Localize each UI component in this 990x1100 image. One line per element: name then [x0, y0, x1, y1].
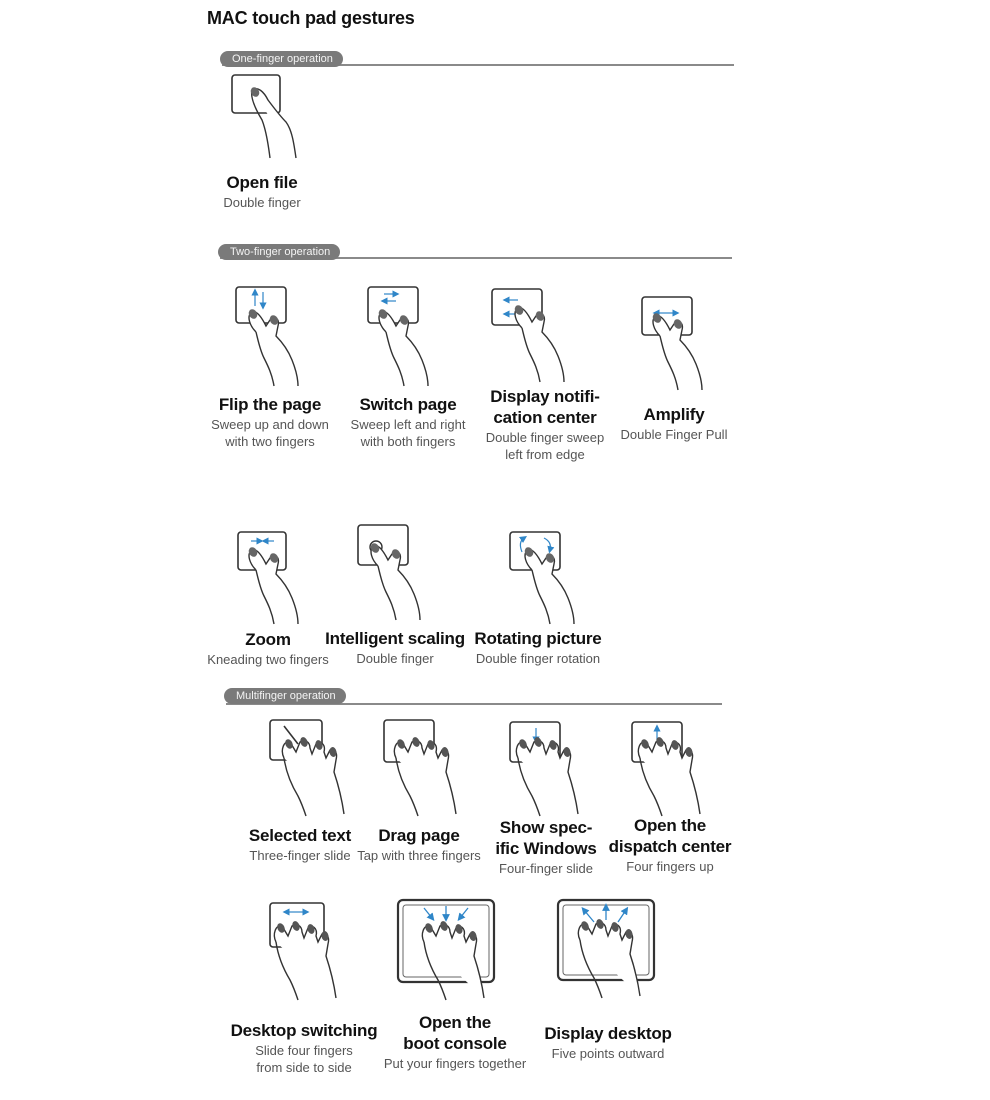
intelligent-scaling-illustration	[358, 525, 420, 620]
section-label-one-finger: One-finger operation	[220, 51, 343, 67]
flip-page-illustration	[236, 287, 298, 386]
rotating-picture-illustration	[510, 532, 574, 624]
display-desktop-illustration	[558, 900, 654, 998]
gesture-description: Sweep left and right with both fingers	[350, 417, 466, 449]
gesture-description: Sweep up and down with two fingers	[211, 417, 329, 449]
gesture-description: Put your fingers together	[383, 1056, 527, 1071]
gesture-description: Three-finger slide	[249, 848, 351, 863]
gesture-amplify	[584, 404, 764, 443]
gesture-description: Kneading two fingers	[207, 652, 329, 667]
drag-page-illustration	[384, 720, 456, 816]
amplify-illustration	[642, 297, 702, 390]
gesture-rotating-picture	[448, 628, 628, 667]
dispatch-center-illustration	[632, 722, 700, 816]
gesture-name: Open the boot console	[403, 1013, 507, 1053]
section-label-multifinger: Multifinger operation	[224, 688, 346, 704]
gesture-open-file	[172, 172, 352, 211]
zoom-illustration	[238, 532, 298, 624]
gesture-name: Selected text	[248, 826, 352, 845]
gesture-description: Double Finger Pull	[620, 427, 728, 442]
gesture-description: Slide four fingers from side to side	[255, 1043, 353, 1075]
gesture-name: Open file	[226, 173, 298, 192]
open-file-illustration	[232, 75, 296, 158]
gesture-description: Five points outward	[551, 1046, 665, 1061]
gesture-name: Flip the page	[218, 395, 322, 414]
gesture-name: Zoom	[245, 630, 291, 649]
desktop-switching-illustration	[270, 903, 336, 1000]
selected-text-illustration	[270, 720, 344, 816]
gesture-name: Desktop switching	[230, 1021, 378, 1040]
gesture-description: Double finger	[223, 195, 301, 210]
gesture-name: Display desktop	[544, 1024, 672, 1043]
boot-console-illustration	[398, 900, 494, 1000]
gesture-name: Show spec- ific Windows	[495, 818, 597, 858]
gesture-name: Intelligent scaling	[325, 629, 465, 648]
page-title: MAC touch pad gestures	[207, 8, 415, 28]
gesture-description: Double finger	[356, 651, 434, 666]
section-label-two-finger: Two-finger operation	[218, 244, 340, 260]
gesture-dispatch-center	[580, 815, 760, 875]
switch-page-illustration	[368, 287, 428, 386]
show-windows-illustration	[510, 722, 578, 816]
gesture-name: Rotating picture	[474, 629, 602, 648]
gesture-name: Switch page	[359, 395, 457, 414]
gesture-description: Double finger sweep left from edge	[485, 430, 605, 462]
gesture-name: Drag page	[378, 826, 460, 845]
gesture-name: Amplify	[643, 405, 705, 424]
gesture-description: Double finger rotation	[475, 651, 601, 666]
gesture-name: Open the dispatch center	[608, 816, 732, 856]
gesture-description: Tap with three fingers	[357, 848, 481, 863]
gesture-description: Four-finger slide	[499, 861, 593, 876]
gesture-description: Four fingers up	[626, 859, 714, 874]
gesture-display-desktop	[518, 1023, 698, 1062]
notification-center-illustration	[492, 289, 564, 382]
gesture-name: Display notifi- cation center	[490, 387, 600, 427]
